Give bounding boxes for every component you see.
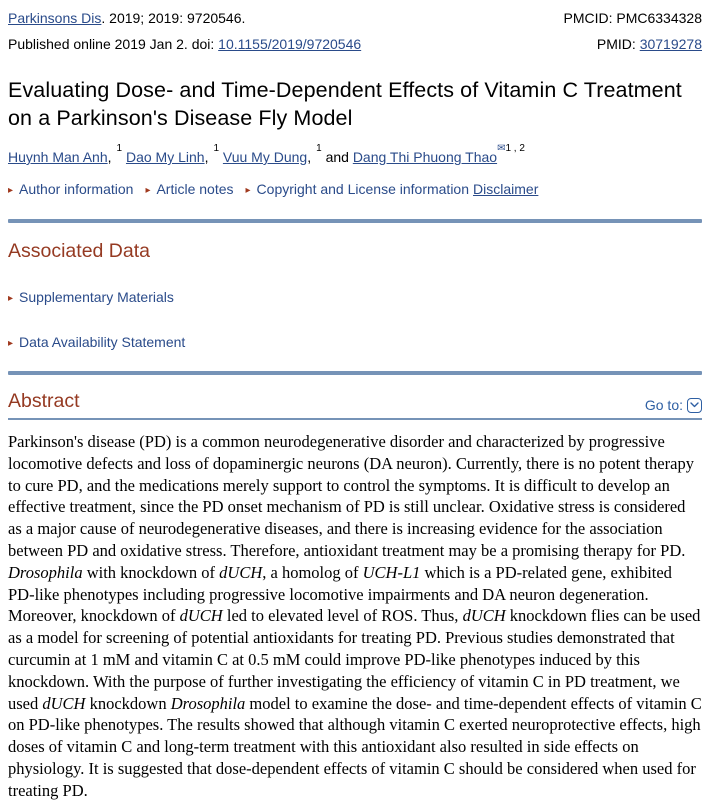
- published-text: Published online 2019 Jan 2. doi:: [8, 36, 219, 52]
- abstract-italic-term: dUCH: [42, 693, 86, 713]
- pmid-label: PMID:: [596, 36, 640, 52]
- copyright-license-link[interactable]: Copyright and License information: [256, 181, 470, 197]
- goto-link[interactable]: Go to:: [644, 397, 683, 413]
- disclaimer-link[interactable]: Disclaimer: [473, 181, 539, 197]
- journal-link[interactable]: Parkinsons Dis: [8, 10, 102, 26]
- abstract-italic-term: UCH-L1: [362, 562, 421, 582]
- triangle-bullet-icon: ▸: [8, 185, 14, 196]
- abstract-heading: Abstract: [8, 390, 80, 412]
- journal-citation: [8, 9, 245, 27]
- author-info-item: [8, 181, 133, 197]
- triangle-bullet-icon: ▸: [145, 185, 151, 196]
- section-divider-bar: [8, 219, 702, 223]
- corresponding-author-envelope-icon[interactable]: ✉: [497, 143, 506, 155]
- abstract-heading-row: [8, 390, 702, 420]
- author-link[interactable]: Dao My Linh: [125, 149, 205, 165]
- author-link[interactable]: Huynh Man Anh: [8, 149, 108, 165]
- author-info-line: [8, 180, 702, 201]
- abstract-italic-term: dUCH: [462, 606, 506, 626]
- abstract-text-segment: led to elevated level of ROS. Thus,: [222, 606, 463, 626]
- abstract-italic-term: Drosophila: [170, 693, 246, 713]
- list-item: [8, 334, 702, 353]
- doi-link[interactable]: 10.1155/2019/9720546: [218, 36, 362, 52]
- section-divider-bar: [8, 371, 702, 375]
- triangle-bullet-icon: ▸: [8, 338, 14, 349]
- author-info-item: [145, 181, 233, 197]
- pmcid-text: PMCID: PMC6334328: [563, 10, 702, 26]
- author-link[interactable]: Dang Thi Phuong Thao: [352, 149, 498, 165]
- abstract-italic-term: dUCH: [219, 562, 263, 582]
- list-item: [8, 289, 702, 308]
- published-line: [8, 35, 361, 53]
- abstract-text-segment: with knockdown of: [82, 562, 220, 582]
- citation-text: . 2019; 2019: 9720546.: [101, 10, 246, 26]
- goto-dropdown-icon[interactable]: [687, 398, 702, 413]
- triangle-bullet-icon: ▸: [8, 293, 14, 304]
- goto-control: [645, 397, 702, 413]
- abstract-text-segment: model to examine the dose- and time-dependent effects of vitamin C on PD-like phenotypes. The results showed that although vitamin C exerted neuroprotective effects, high doses of vitamin C and long-term treatment with this antioxidant also resulted in side effects on physiology. It is suggested that dose-dependent effects of vitamin C should be considered when used for treating PD.: [8, 693, 702, 800]
- author-affiliation-superscript: 1: [116, 143, 123, 155]
- abstract-text-segment: Parkinson's disease (PD) is a common neurodegenerative disorder and characterized by progressive locomotive defects and loss of dopaminergic neurons (DA neuron). Currently, there is no potent therapy to cure PD, and the medications merely support to control the symptoms. It is difficult to develop an effective treatment, since the PD onset mechanism of PD is still unclear. Oxidative stress is considered as a major cause of neurodegenerative diseases, and there is increasing evidence for the association between PD and oxidative stress. Therefore, antioxidant treatment may be a promising therapy for PD.: [8, 432, 694, 560]
- triangle-bullet-icon: ▸: [245, 185, 251, 196]
- author-affiliation-superscript: 1 , 2: [505, 143, 525, 155]
- author-separator: ,: [204, 149, 209, 165]
- supplementary-materials-link[interactable]: Supplementary Materials: [19, 289, 174, 305]
- author-separator: ,: [307, 149, 312, 165]
- author-affiliation-superscript: 1: [213, 143, 220, 155]
- abstract-italic-term: dUCH: [179, 606, 223, 626]
- abstract-text-segment: which is a PD-related gene, exhibited PD-like phenotypes including progressive locomotive impairments and DA neuron degeneration. Moreover, knockdown of: [8, 562, 672, 626]
- associated-data-heading: Associated Data: [8, 240, 150, 262]
- data-availability-link[interactable]: Data Availability Statement: [19, 334, 186, 350]
- author-separator: ,: [107, 149, 112, 165]
- article-notes-link[interactable]: Article notes: [156, 181, 234, 197]
- author-info-item: [246, 181, 470, 197]
- abstract-text-segment: knockdown: [85, 693, 171, 713]
- abstract-text-segment: knockdown flies can be used as a model for screening of potential antioxidants for treating PD. Previous studies demonstrated that curcumin at 1 mM and vitamin C at 0.5 mM could improve PD-like phenotypes induced by this knockdown. With the purpose of further investigating the efficiency of vitamin C in PD treatment, we used: [8, 606, 701, 713]
- author-affiliation-superscript: 1: [316, 143, 322, 155]
- author-link[interactable]: Vuu My Dung: [222, 149, 308, 165]
- abstract-text: [8, 431, 702, 802]
- abstract-text-segment: , a homolog of: [262, 562, 363, 582]
- author-information-link[interactable]: Author information: [19, 181, 134, 197]
- author-prefix-text: and: [325, 149, 353, 165]
- article-title: Evaluating Dose- and Time-Dependent Effects of Vitamin C Treatment on a Parkinson's Disease Fly Model: [8, 78, 682, 130]
- pmid-line: [597, 35, 702, 53]
- abstract-italic-term: Drosophila: [8, 562, 83, 582]
- pmid-link[interactable]: 30719278: [639, 36, 702, 52]
- authors-line: [8, 143, 702, 166]
